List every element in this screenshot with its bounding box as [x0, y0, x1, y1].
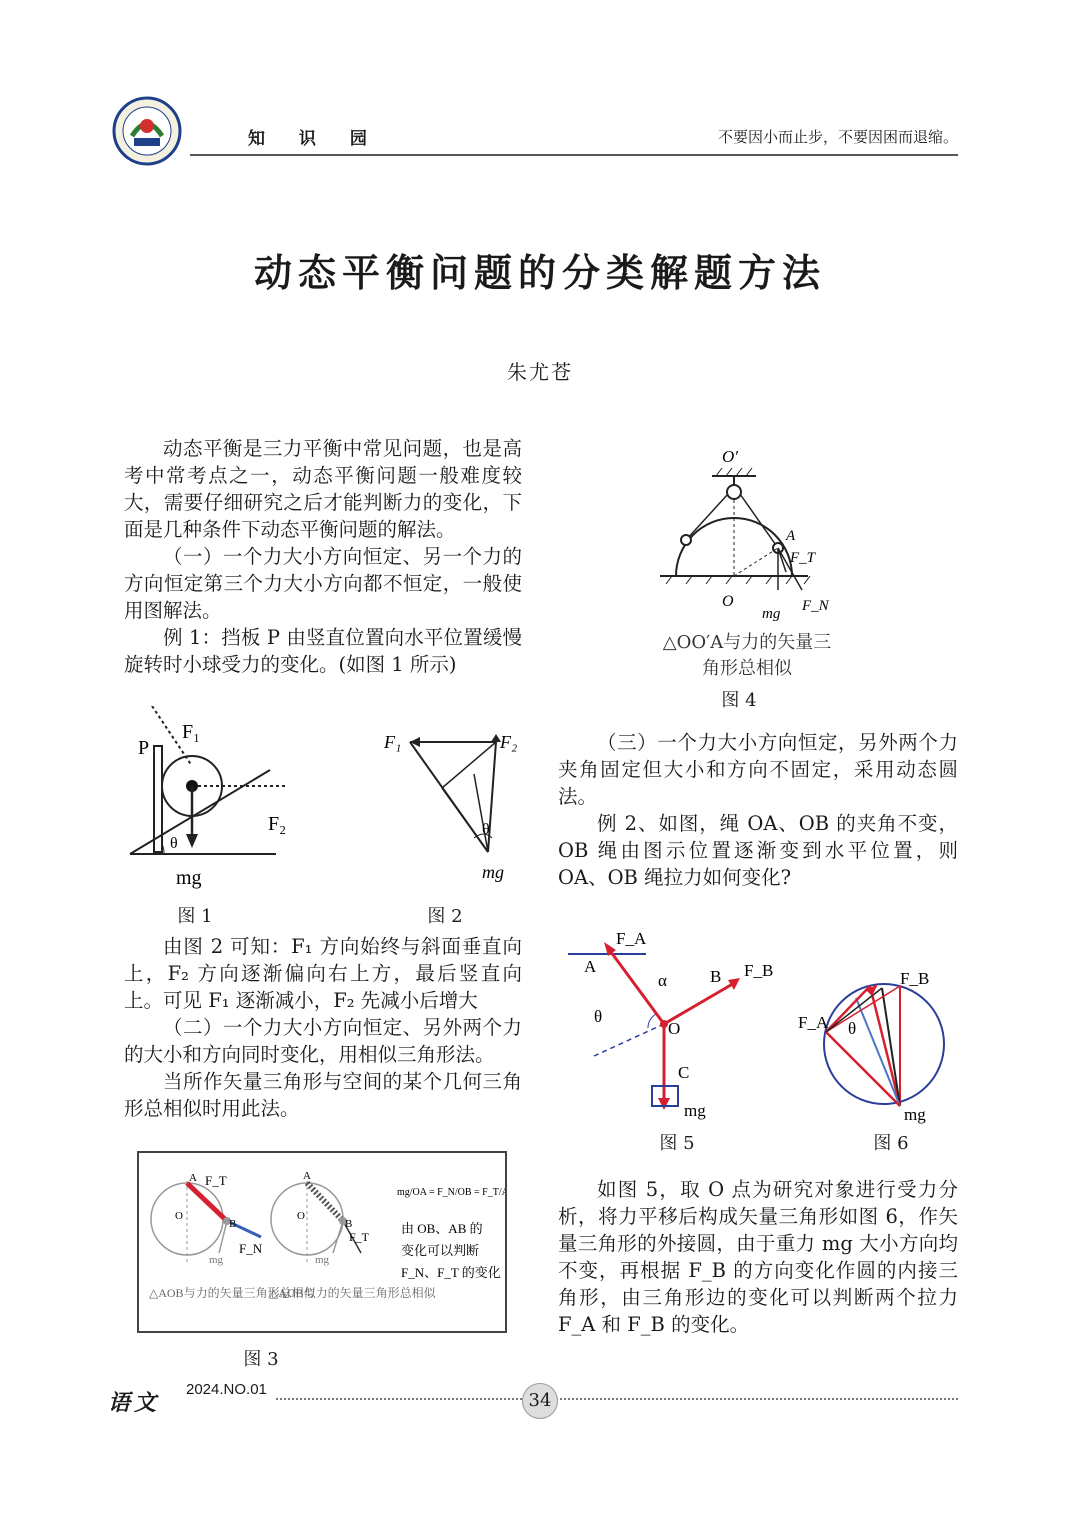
fig3-caption-left: △AOB与力的矢量三角形总相似: [149, 1286, 316, 1300]
paragraph: （二）一个力大小方向恒定、另外两个力的大小和方向同时变化，用相似三角形法。: [124, 1016, 522, 1066]
label-mg: mg: [762, 606, 781, 622]
paragraph: （三）一个力大小方向恒定，另外两个力夹角固定但大小和方向不固定，采用动态圆法。: [558, 731, 958, 808]
paragraph: 由图 2 可知：F₁ 方向始终与斜面垂直向上，F₂ 方向逐渐偏向右上方，最后竖直向上。可见 F₁ 逐渐减小，F₂ 先减小后增大: [124, 935, 522, 1012]
label-mg: mg: [176, 867, 202, 889]
label-FA: F_A: [616, 929, 647, 948]
fig3-note-3: F_N、F_T 的变化: [401, 1265, 501, 1280]
label-B: B: [345, 1218, 353, 1230]
label-F1: F₁: [182, 721, 201, 743]
label-A: A: [584, 957, 597, 976]
label-alpha: α: [658, 971, 667, 990]
label-mg: mg: [209, 1254, 224, 1266]
label-F1: F₁: [384, 732, 402, 752]
label-F2: F₂: [500, 732, 518, 752]
label-theta: θ: [594, 1007, 603, 1026]
label-theta: θ: [482, 821, 490, 838]
paragraph: 如图 5，取 O 点为研究对象进行受力分析，将力平移后构成矢量三角形如图 6，作矢量三角形的外接圆，由于重力 mg 大小方向均不变，再根据 F_B 的方向变化作圆的内接三角形，由三角形边的变化可以判断两个拉力 F_A 和 F_B 的变化。: [558, 1178, 958, 1336]
label-P: P: [138, 737, 150, 759]
paragraph: 动态平衡是三力平衡中常见问题，也是高考中常考点之一，动态平衡问题一般难度较大，需要仔细研究之后才能判断力的变化，下面是几种条件下动态平衡问题的解法。: [124, 437, 522, 541]
ratio-formula: mg/OA = F_N/OB = F_T/AB: [397, 1187, 505, 1198]
label-FN: F_N: [239, 1241, 263, 1256]
label-FB: F_B: [900, 969, 930, 988]
label-O: O: [175, 1210, 183, 1222]
fig3-note-1: 由 OB、AB 的: [401, 1221, 483, 1236]
footer-divider: [276, 1398, 958, 1400]
figure-6: [790, 960, 960, 1130]
left-column-bottom: [124, 933, 522, 1122]
fig4-note: △OO′A与力的矢量三角形总相似: [662, 632, 832, 679]
article-title: 动态平衡问题的分类解题方法: [253, 250, 826, 295]
issue-number: 2024.NO.01: [186, 1381, 267, 1398]
label-C: C: [678, 1063, 690, 1082]
label-FN: F_N: [802, 598, 829, 614]
left-column-top: [124, 435, 522, 678]
journal-name: 语文: [108, 1390, 161, 1416]
figure-5: [560, 924, 780, 1124]
label-FA: F_A: [798, 1013, 829, 1032]
caption-fig1: 图 1: [177, 906, 213, 927]
label-FB: F_B: [744, 961, 774, 980]
article-author: 朱尤苍: [507, 360, 573, 384]
fig3-caption-right: △AOB与力的矢量三角形总相似: [269, 1286, 436, 1300]
fig3-note-2: 变化可以判断: [401, 1243, 480, 1258]
label-A: A: [786, 528, 796, 544]
right-column-bottom: [558, 1176, 958, 1338]
caption-fig5: 图 5: [659, 1133, 695, 1154]
caption-fig6: 图 6: [873, 1133, 909, 1154]
label-O: O: [297, 1210, 305, 1222]
label-F2: F₂: [268, 813, 287, 835]
figure-1: [124, 706, 304, 894]
figure-2: [380, 726, 530, 890]
page-number: 34: [522, 1383, 558, 1419]
label-theta: θ: [170, 835, 178, 852]
label-O: O: [722, 593, 734, 610]
figure-4: [656, 440, 836, 624]
header-divider: [190, 154, 958, 156]
header-motto: 不要因小而止步，不要因困而退缩。: [717, 128, 958, 146]
caption-fig2: 图 2: [427, 906, 463, 927]
label-O: O: [668, 1019, 681, 1038]
label-A: A: [189, 1172, 197, 1184]
label-Oprime: O′: [722, 447, 738, 466]
label-mg: mg: [482, 862, 504, 882]
label-B: B: [710, 967, 722, 986]
caption-fig4: 图 4: [721, 690, 757, 711]
paragraph: 例 2、如图，绳 OA、OB 的夹角不变，OB 绳由图示位置逐渐变到水平位置，则 OA、OB 绳拉力如何变化?: [558, 812, 958, 889]
paragraph: 当所作矢量三角形与空间的某个几何三角形总相似时用此法。: [124, 1070, 522, 1120]
paragraph: （一）一个力大小方向恒定、另一个力的方向恒定第三个力大小方向都不恒定，一般使用图解法。: [124, 545, 522, 622]
school-logo: [110, 96, 184, 166]
label-FT: F_T: [349, 1230, 370, 1244]
label-theta: θ: [848, 1019, 857, 1038]
label-FT: F_T: [790, 550, 816, 566]
label-mg: mg: [904, 1105, 926, 1124]
label-A: A: [303, 1170, 311, 1182]
label-FT: F_T: [205, 1173, 227, 1188]
right-column-top: [558, 729, 958, 891]
label-mg: mg: [315, 1254, 330, 1266]
label-B: B: [229, 1218, 237, 1230]
paragraph: 例 1：挡板 P 由竖直位置向水平位置缓慢旋转时小球受力的变化。(如图 1 所示): [124, 626, 522, 676]
figure-3: [137, 1151, 507, 1333]
label-mg: mg: [684, 1101, 706, 1120]
section-name: 知 识 园: [248, 129, 381, 149]
caption-fig3: 图 3: [243, 1349, 279, 1370]
